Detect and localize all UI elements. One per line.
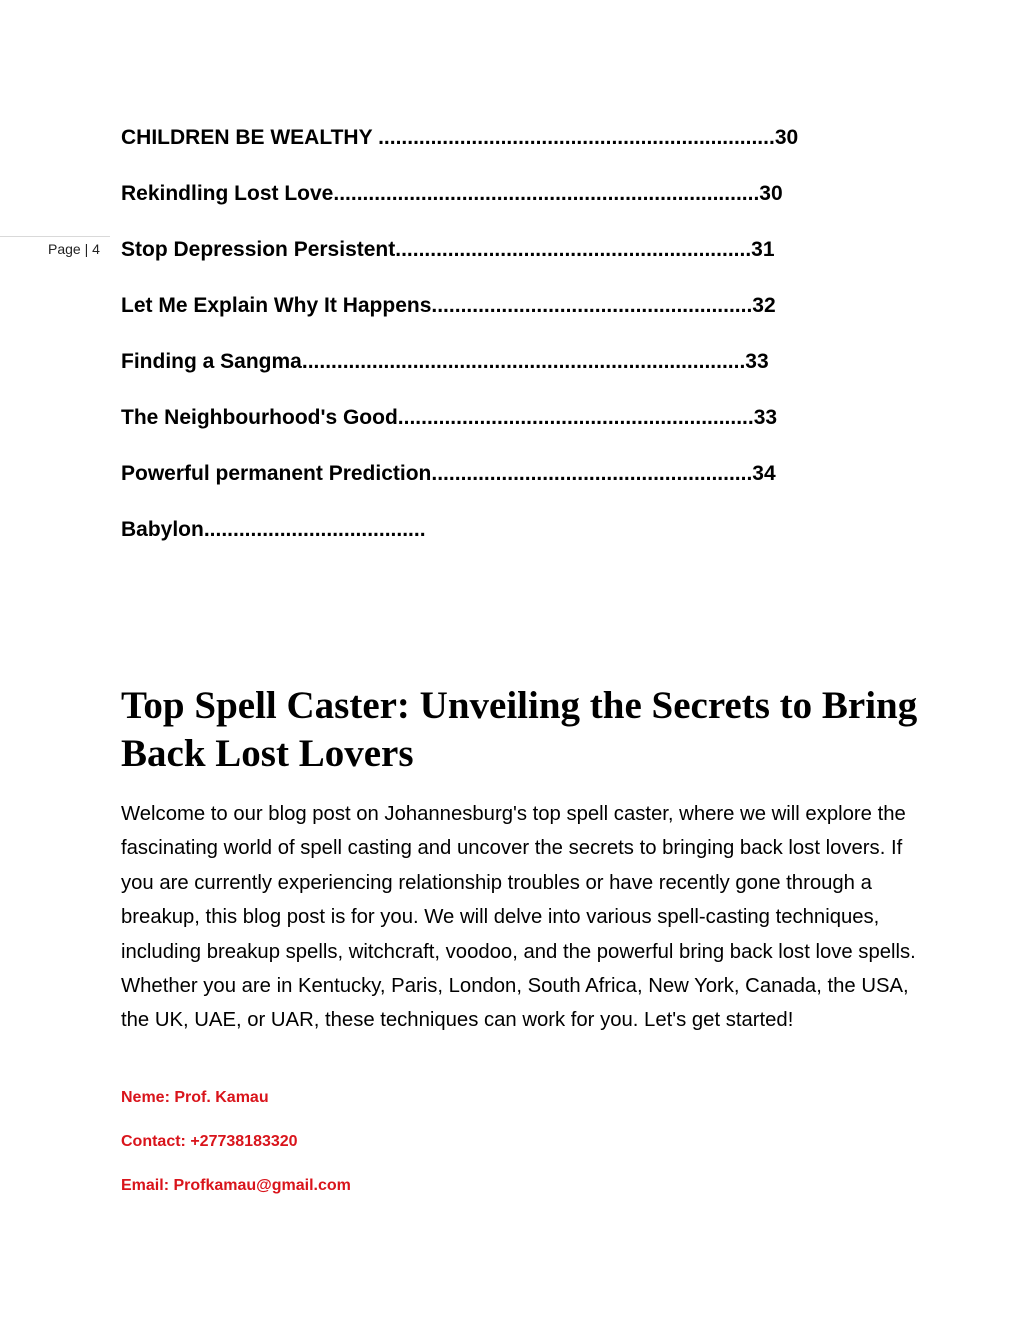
toc-entry[interactable]: [121, 347, 769, 377]
toc-entry-title: Stop Depression Persistent: [121, 238, 396, 261]
toc-entry-title: Rekindling Lost Love: [121, 182, 334, 205]
toc-entry[interactable]: [121, 291, 776, 321]
page-marker-rule: [0, 236, 110, 237]
page-number-label: Page | 4: [48, 241, 100, 257]
toc-entry-title: Babylon: [121, 518, 204, 541]
toc-entry[interactable]: [121, 235, 775, 265]
toc-entry-page: 30: [759, 182, 783, 205]
toc-entry[interactable]: [121, 459, 776, 489]
toc-entry[interactable]: [121, 515, 426, 545]
toc-entry[interactable]: [121, 403, 777, 433]
toc-entry[interactable]: [121, 179, 783, 209]
contact-phone: Contact: +27738183320: [121, 1133, 298, 1150]
toc-entry-page: 32: [752, 294, 776, 317]
toc-entry-page: 31: [751, 238, 775, 261]
toc-entry-leader: ......................................: [203, 518, 426, 541]
toc-entry-leader: .......................................................: [431, 462, 753, 485]
contact-name: Neme: Prof. Kamau: [121, 1089, 269, 1106]
toc-entry-page: 30: [774, 126, 799, 149]
page-marker: [0, 236, 110, 266]
toc-entry-leader: .......................................................: [431, 294, 753, 317]
toc-entry-page: 33: [745, 350, 769, 373]
toc-entry-leader: .........................................................................: [333, 182, 760, 205]
toc-entry-leader: ....................................................................: [378, 126, 775, 149]
article-headline: Top Spell Caster: Unveiling the Secrets to Bring Back Lost Lovers: [121, 684, 918, 775]
toc-entry-title: Powerful permanent Prediction: [121, 462, 432, 485]
toc-entry-page: 34: [752, 462, 776, 485]
article-intro-paragraph: Welcome to our blog post on Johannesburg's top spell caster, where we will explore the fascinating world of spell casting and uncover the secrets to bringing back lost lovers. If you are currently experiencing relationship troubles or have recently gone through a breakup, this blog post is for you. We will delve into various spell-casting techniques, including breakup spells, witchcraft, voodoo, and the powerful bring back lost love spells. Whether you are in Kentucky, Paris, London, South Africa, New York, Canada, the USA, the UK, UAE, or UAR, these techniques can work for you. Let's get started!: [121, 803, 916, 1032]
toc-entry-title: Finding a Sangma: [121, 350, 302, 373]
toc-entry-title: Let Me Explain Why It Happens: [121, 294, 432, 317]
toc-entry-title: The Neighbourhood's Good: [121, 406, 398, 429]
contact-email: Email: Profkamau@gmail.com: [121, 1177, 351, 1194]
toc-entry-page: 33: [753, 406, 778, 429]
toc-entry-leader: .............................................................: [397, 406, 754, 429]
toc-entry-leader: ............................................................................: [301, 350, 746, 373]
toc-entry-title: CHILDREN BE WEALTHY: [121, 126, 379, 149]
toc-entry[interactable]: [121, 123, 798, 153]
toc-entry-leader: .............................................................: [395, 238, 752, 261]
